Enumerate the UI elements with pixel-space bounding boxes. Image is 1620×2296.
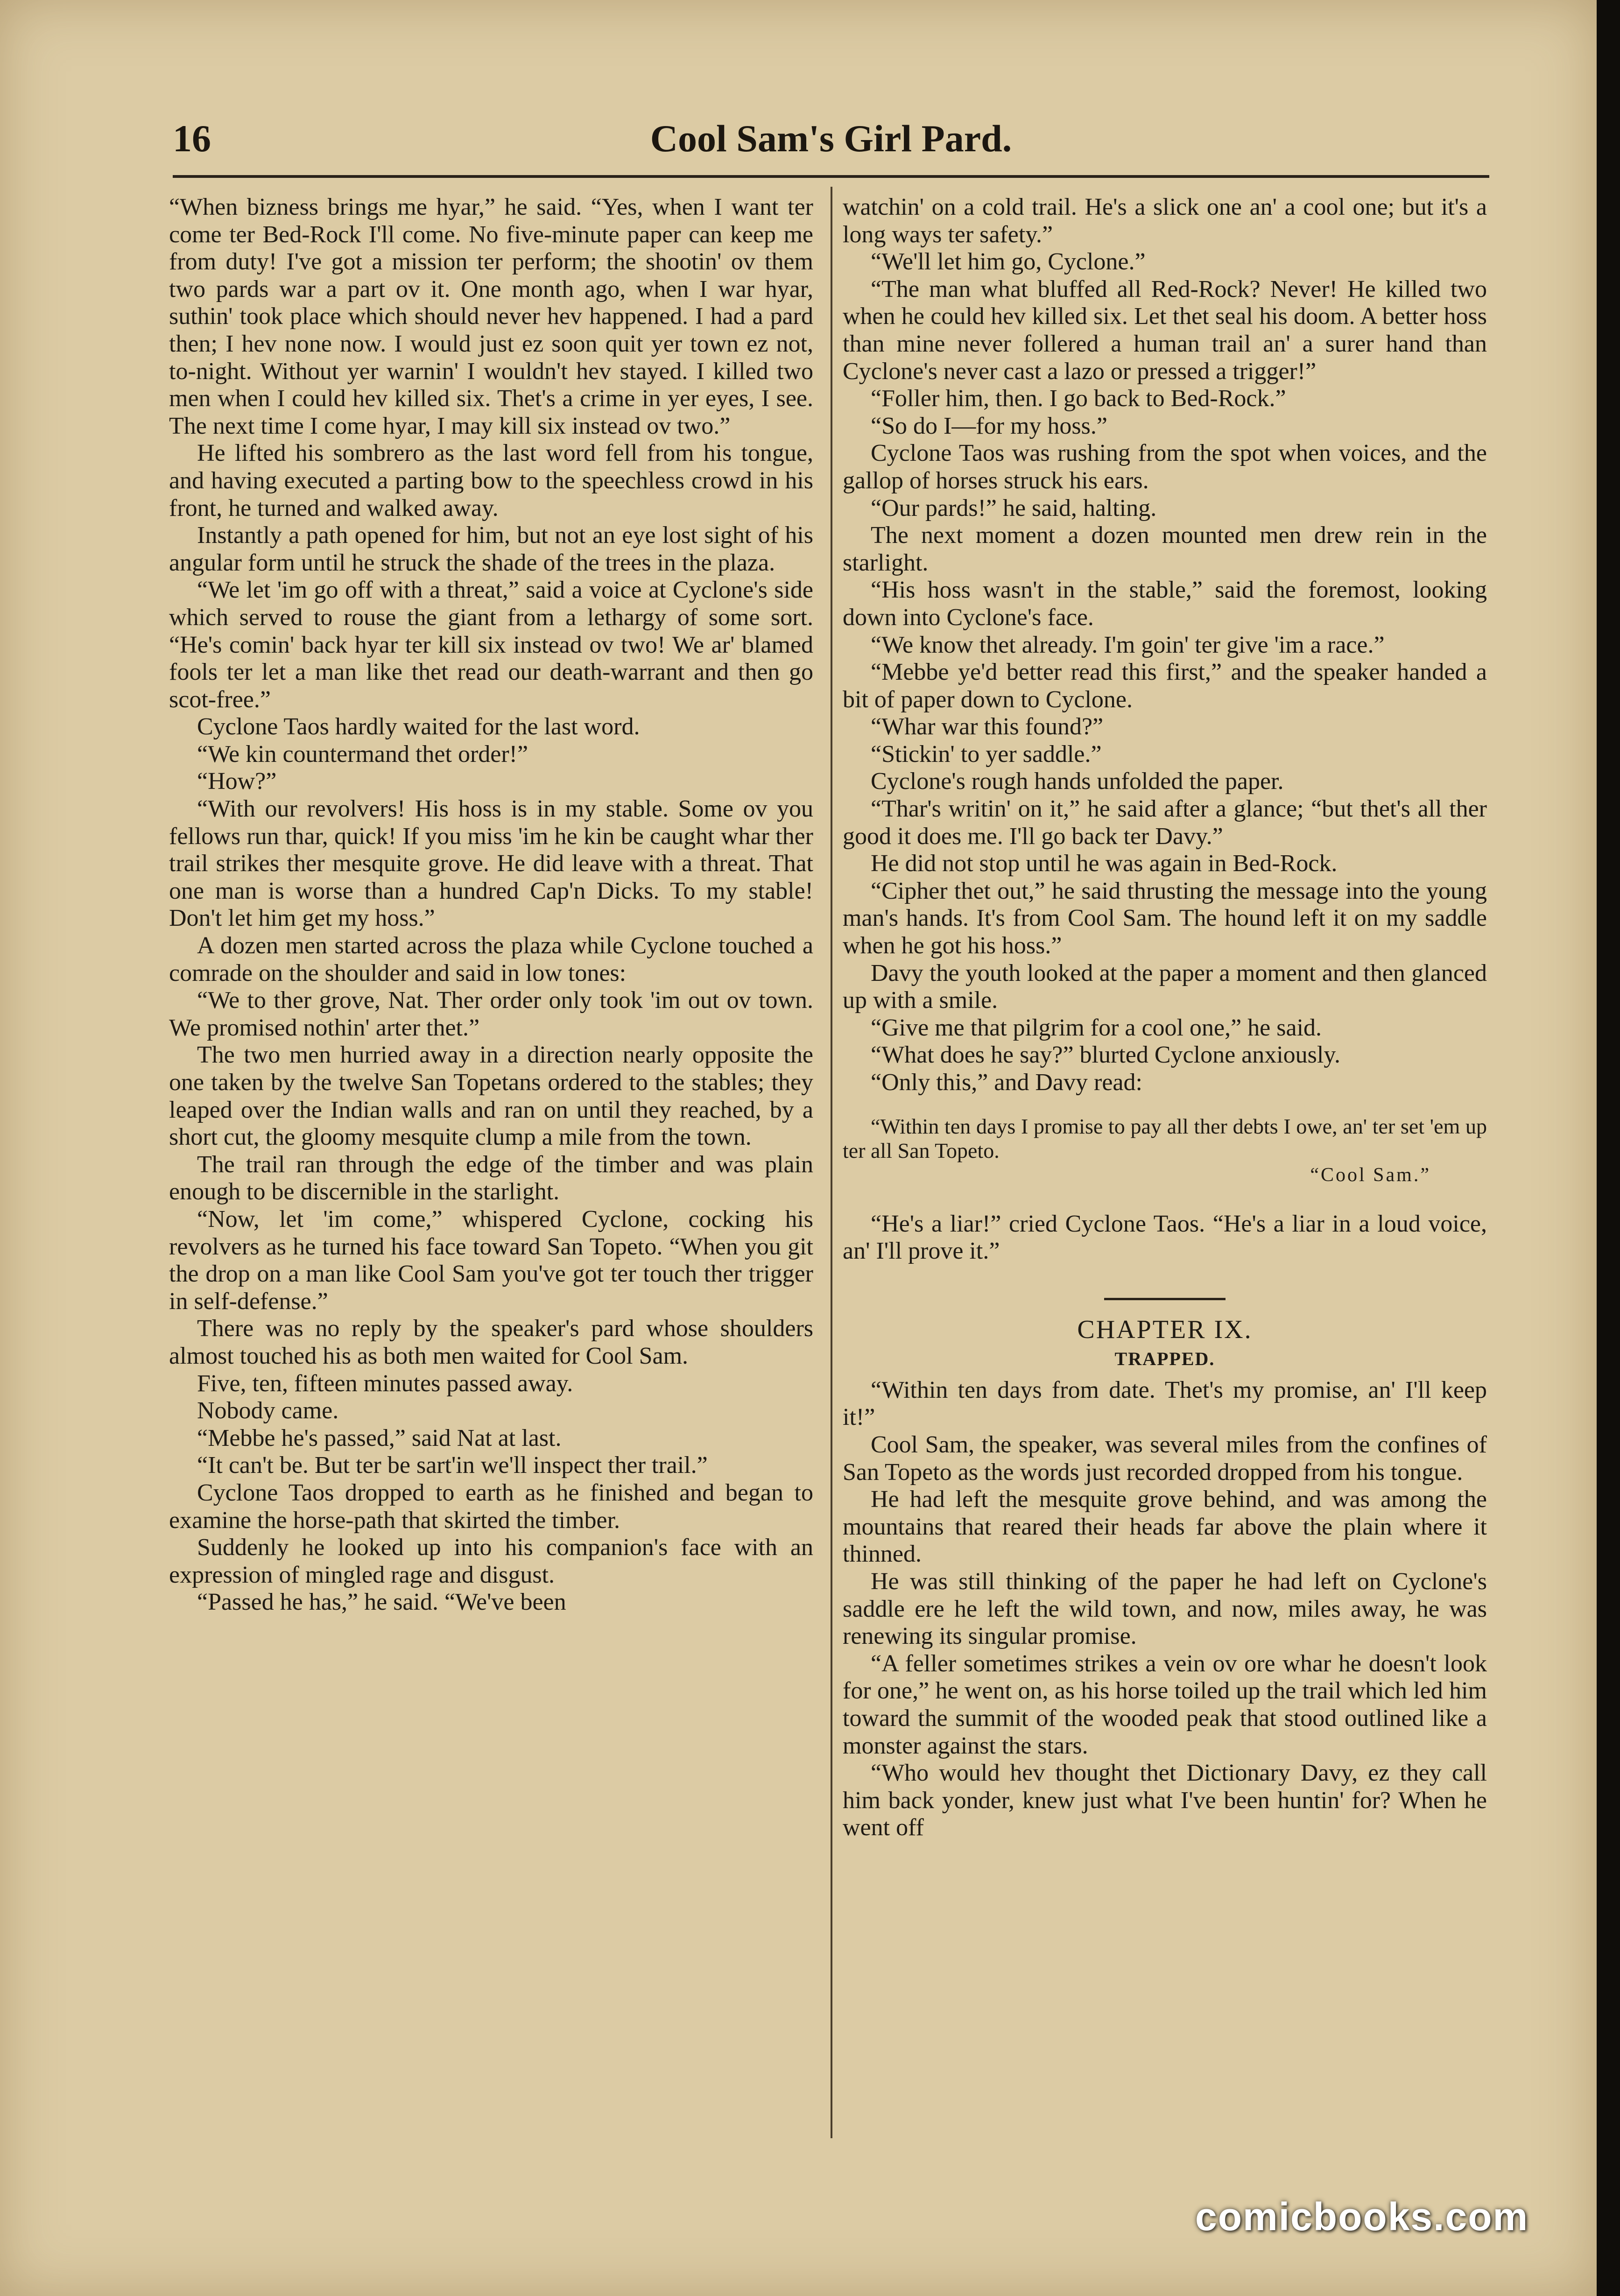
- paragraph: The trail ran through the edge of the timber and was plain enough to be discernible in the starlight.: [169, 1151, 813, 1205]
- page-header: [173, 110, 1489, 161]
- paragraph: Cyclone's rough hands unfolded the paper.: [871, 768, 1284, 795]
- paragraph: The next moment a dozen mounted men drew rein in the starlight.: [843, 522, 1487, 576]
- paragraph: “Stickin' to yer saddle.”: [871, 740, 1102, 768]
- paragraph: “With our revolvers! His hoss is in my stable. Some ov you fellows run thar, quick! If you miss 'im he kin be caught whar ther trail strikes ther mesquite grove. He did leave with a threat. That one man is worse than a hundred Cap'n Dicks. To my stable! Don't let him get my hoss.”: [169, 796, 813, 932]
- paragraph: Davy the youth looked at the paper a moment and then glanced up with a smile.: [843, 959, 1487, 1014]
- chapter-rule: [1104, 1298, 1226, 1300]
- paragraph: The two men hurried away in a direction nearly opposite the one taken by the twelve San Topetans ordered to the stables; they leaped over the Indian walls and ran on until they reached, by a short cut, the gloomy mesquite clump a mile from the town.: [169, 1042, 813, 1151]
- paragraph: He was still thinking of the paper he had left on Cyclone's saddle ere he left the wild town, and now, miles away, he was renewing its singular promise.: [843, 1568, 1487, 1650]
- paragraph: “Give me that pilgrim for a cool one,” he said.: [871, 1014, 1322, 1041]
- paragraph: He lifted his sombrero as the last word fell from his tongue, and having executed a parting bow to the speechless crowd in his front, he turned and walked away.: [169, 440, 813, 521]
- paragraph: “Foller him, then. I go back to Bed-Rock.”: [871, 385, 1286, 412]
- paragraph: Nobody came.: [197, 1397, 339, 1424]
- paragraph: “The man what bluffed all Red-Rock? Never! He killed two when he could hev killed six. Let thet seal his doom. A better hoss than mine never follered a human trail an' a surer hand than Cyclone's never cast a lazo or pressed a trigger!”: [843, 275, 1487, 385]
- header-rule: [173, 175, 1489, 178]
- paragraph: “We to ther grove, Nat. Ther order only took 'im out ov town. We promised nothin' arter thet.”: [169, 987, 813, 1041]
- paragraph: “We know thet already. I'm goin' ter give 'im a race.”: [871, 631, 1385, 658]
- paragraph: “It can't be. But ter be sart'in we'll inspect ther trail.”: [197, 1452, 708, 1479]
- paragraph: “A feller sometimes strikes a vein ov ore whar he doesn't look for one,” he went on, as his horse toiled up the trail which led him toward the summit of the wooded peak that stood outlined like a monster against the stars.: [843, 1650, 1487, 1759]
- paragraph: “Now, let 'im come,” whispered Cyclone, cocking his revolvers as he turned his face toward San Topeto. “When you git the drop on a man like Cool Sam you've got ter touch ther trigger in self-defense.”: [169, 1205, 813, 1315]
- paragraph: “How?”: [197, 768, 277, 795]
- paragraph: “We'll let him go, Cyclone.”: [871, 248, 1146, 275]
- paragraph: He had left the mesquite grove behind, and was among the mountains that reared their heads far above the plain where it thinned.: [843, 1486, 1487, 1568]
- page-number: 16: [173, 117, 211, 160]
- right-column: [843, 194, 1487, 1842]
- paragraph: “What does he say?” blurted Cyclone anxiously.: [871, 1042, 1340, 1069]
- paragraph: “Whar war this found?”: [871, 713, 1104, 740]
- paragraph: “Mebbe he's passed,” said Nat at last.: [197, 1424, 562, 1451]
- paragraph: There was no reply by the speaker's pard whose shoulders almost touched his as both men waited for Cool Sam.: [169, 1315, 813, 1369]
- paragraph: A dozen men started across the plaza while Cyclone touched a comrade on the shoulder and said in low tones:: [169, 932, 813, 986]
- paragraph: watchin' on a cold trail. He's a slick one an' a cool one; but it's a long ways ter safety.”: [843, 194, 1487, 248]
- paragraph: Cyclone Taos dropped to earth as he finished and began to examine the horse-path that skirted the timber.: [169, 1479, 813, 1534]
- paragraph: “So do I—for my hoss.”: [871, 412, 1107, 439]
- chapter-heading: CHAPTER IX.: [1077, 1315, 1253, 1344]
- paragraph: “When bizness brings me hyar,” he said. “Yes, when I want ter come ter Bed-Rock I'll come. No five-minute paper can keep me from duty! I've got a mission ter perform; the shootin' ov them two pards war a part ov it. One month ago, when I war hyar, suthin' took place which should never hev happened. I had a pard then; I hev none now. I would just ez soon quit yer town ez not, to-night. Without yer warnin' I wouldn't hev stayed. I killed two men when I could hev killed six. Thet's a crime in yer eyes, I see. The next time I come hyar, I may kill six instead ov two.”: [169, 194, 813, 439]
- paragraph: He did not stop until he was again in Bed-Rock.: [871, 850, 1338, 877]
- paragraph: “His hoss wasn't in the stable,” said the foremost, looking down into Cyclone's face.: [843, 577, 1487, 631]
- paragraph: “Mebbe ye'd better read this first,” and the speaker handed a bit of paper down to Cyclone.: [843, 659, 1487, 713]
- quoted-note: “Within ten days I promise to pay all ther debts I owe, an' ter set 'em up ter all San Topeto.: [843, 1114, 1487, 1162]
- column-divider: [831, 187, 832, 2138]
- left-column: [169, 194, 813, 1616]
- paragraph: Cyclone Taos was rushing from the spot when voices, and the gallop of horses struck his ears.: [843, 440, 1487, 494]
- paragraph: “We let 'im go off with a threat,” said a voice at Cyclone's side which served to rouse the giant from a lethargy of some sort. “He's comin' back hyar ter kill six instead ov two! We ar' blamed fools ter let a man like thet read our death-warrant and then go scot-free.”: [169, 577, 813, 713]
- paragraph: Instantly a path opened for him, but not an eye lost sight of his angular form until he struck the shade of the trees in the plaza.: [169, 522, 813, 576]
- watermark: comicbooks.com: [1195, 2195, 1529, 2239]
- paragraph: “Cipher thet out,” he said thrusting the message into the young man's hands. It's from Cool Sam. The hound left it on my saddle when he got his hoss.”: [843, 877, 1487, 959]
- paragraph: Five, ten, fifteen minutes passed away.: [197, 1370, 573, 1397]
- paragraph: “He's a liar!” cried Cyclone Taos. “He's a liar in a loud voice, an' I'll prove it.”: [843, 1210, 1487, 1265]
- paragraph: Suddenly he looked up into his companion's face with an expression of mingled rage and disgust.: [169, 1534, 813, 1588]
- note-signature: “Cool Sam.”: [1310, 1164, 1431, 1186]
- paragraph: “Who would hev thought thet Dictionary Davy, ez they call him back yonder, knew just what I've been huntin' for? When he went off: [843, 1760, 1487, 1841]
- paragraph: “Passed he has,” he said. “We've been: [197, 1589, 566, 1616]
- paragraph: “Only this,” and Davy read:: [871, 1069, 1142, 1096]
- page-title: Cool Sam's Girl Pard.: [650, 117, 1012, 160]
- paragraph: Cool Sam, the speaker, was several miles from the confines of San Topeto as the words just recorded dropped from his tongue.: [843, 1431, 1487, 1486]
- paragraph: “Our pards!” he said, halting.: [871, 494, 1157, 521]
- paragraph: “We kin countermand thet order!”: [197, 740, 528, 768]
- chapter-subheading: TRAPPED.: [1114, 1348, 1215, 1369]
- paragraph: “Within ten days from date. Thet's my promise, an' I'll keep it!”: [843, 1376, 1487, 1431]
- paragraph: Cyclone Taos hardly waited for the last word.: [197, 713, 640, 740]
- scan-edge: [1597, 0, 1620, 2296]
- paragraph: “Thar's writin' on it,” he said after a glance; “but thet's all ther good it does me. I'll go back ter Davy.”: [843, 796, 1487, 850]
